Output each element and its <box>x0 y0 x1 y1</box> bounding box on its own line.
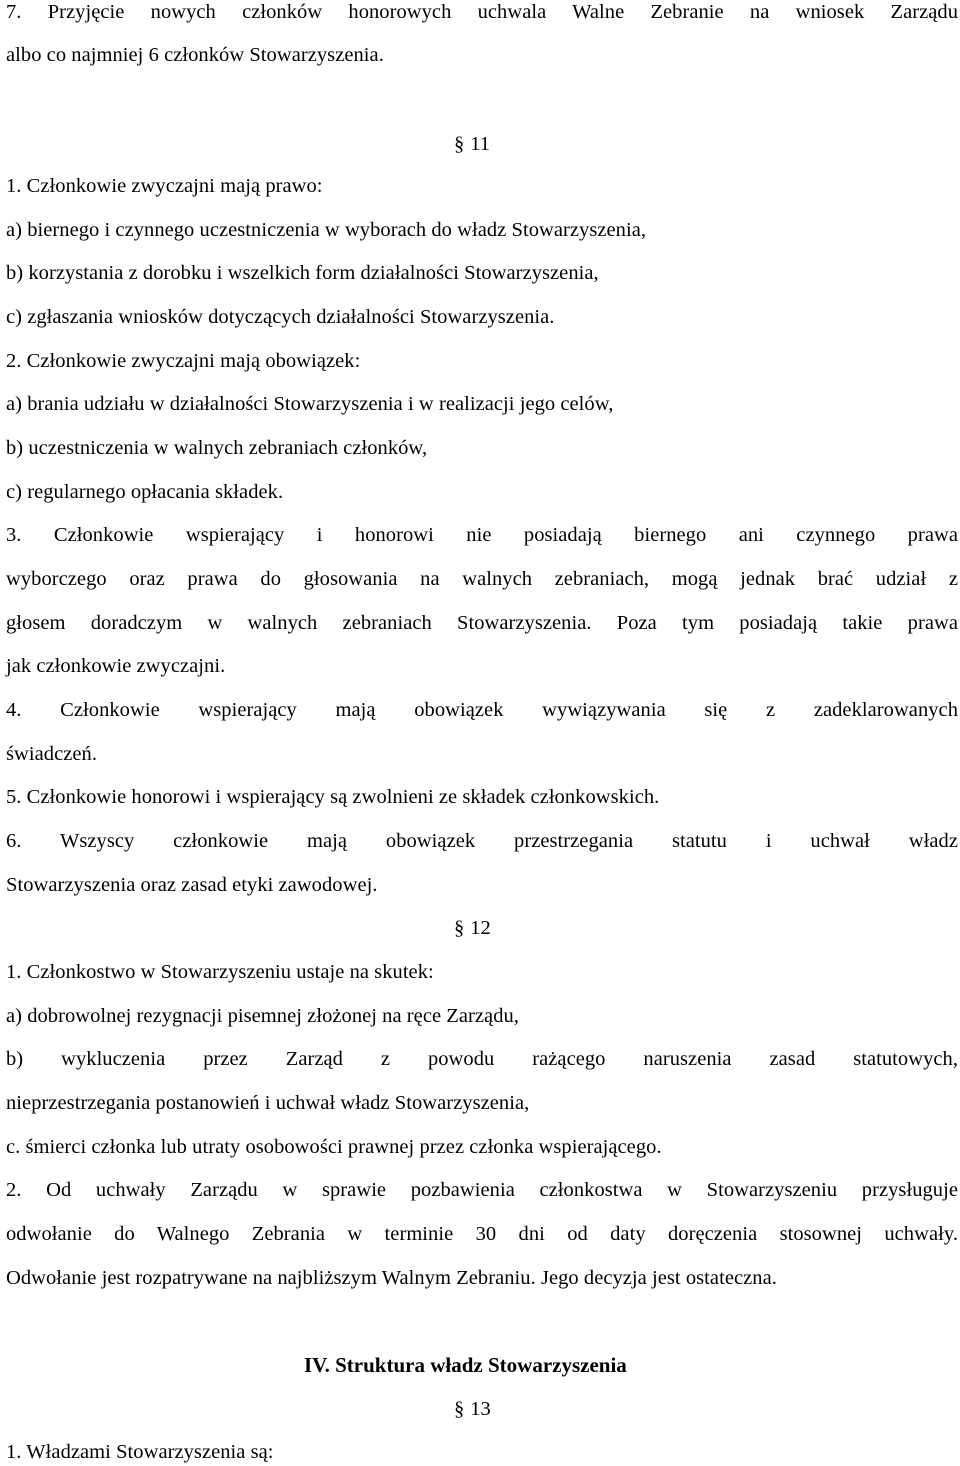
paragraph-line: 1. Władzami Stowarzyszenia są: <box>6 1441 274 1463</box>
paragraph-line: Odwołanie jest rozpatrywane na najbliższym Walnym Zebraniu. Jego decyzja jest ostateczna. <box>6 1267 777 1289</box>
paragraph-line: odwołanie do Walnego Zebrania w terminie 30 dni od daty doręczenia stosownej uchwały. <box>6 1223 958 1245</box>
paragraph-line: a) dobrowolnej rezygnacji pisemnej złożonej na ręce Zarządu, <box>6 1005 519 1027</box>
paragraph-line: b) wykluczenia przez Zarząd z powodu rażącego naruszenia zasad statutowych, <box>6 1048 958 1070</box>
paragraph-line: c) zgłaszania wniosków dotyczących działalności Stowarzyszenia. <box>6 306 555 328</box>
section-number: 11 <box>470 133 490 155</box>
chapter-heading: IV. Struktura władz Stowarzyszenia <box>304 1353 627 1377</box>
document-page <box>6 0 958 1466</box>
paragraph-line: c) regularnego opłacania składek. <box>6 481 284 503</box>
paragraph-line: 1. Członkostwo w Stowarzyszeniu ustaje na skutek: <box>6 961 434 983</box>
section-sign: § <box>454 917 465 939</box>
paragraph-line: 1. Członkowie zwyczajni mają prawo: <box>6 175 323 197</box>
paragraph-line: jak członkowie zwyczajni. <box>6 655 226 677</box>
paragraph-line: 6. Wszyscy członkowie mają obowiązek przestrzegania statutu i uchwał władz <box>6 830 958 852</box>
section-number: 13 <box>470 1398 491 1420</box>
paragraph-line: Stowarzyszenia oraz zasad etyki zawodowej. <box>6 874 378 896</box>
section-sign: § <box>454 133 465 155</box>
paragraph-line: 5. Członkowie honorowi i wspierający są zwolnieni ze składek członkowskich. <box>6 786 660 808</box>
paragraph-line: nieprzestrzegania postanowień i uchwał władz Stowarzyszenia, <box>6 1092 530 1114</box>
paragraph-line: c. śmierci członka lub utraty osobowości prawnej przez członka wspierającego. <box>6 1136 662 1158</box>
section-heading-12 <box>454 914 491 942</box>
section-number: 12 <box>470 917 491 939</box>
paragraph-line: 4. Członkowie wspierający mają obowiązek wywiązywania się z zadeklarowanych <box>6 699 958 721</box>
paragraph-line: 2. Od uchwały Zarządu w sprawie pozbawienia członkostwa w Stowarzyszeniu przysługuje <box>6 1179 958 1201</box>
paragraph-line: świadczeń. <box>6 743 97 765</box>
paragraph-line: głosem doradczym w walnych zebraniach Stowarzyszenia. Poza tym posiadają takie prawa <box>6 612 958 634</box>
paragraph-line: a) brania udziału w działalności Stowarzyszenia i w realizacji jego celów, <box>6 393 614 415</box>
paragraph-line: wyborczego oraz prawa do głosowania na walnych zebraniach, mogą jednak brać udział z <box>6 568 958 590</box>
paragraph-line: a) biernego i czynnego uczestniczenia w wyborach do władz Stowarzyszenia, <box>6 219 647 241</box>
paragraph-line: albo co najmniej 6 członków Stowarzyszenia. <box>6 44 384 66</box>
paragraph-line: 3. Członkowie wspierający i honorowi nie posiadają biernego ani czynnego prawa <box>6 524 958 546</box>
section-heading-11 <box>454 130 490 158</box>
section-heading-13 <box>454 1395 491 1423</box>
paragraph-line: b) korzystania z dorobku i wszelkich form działalności Stowarzyszenia, <box>6 262 599 284</box>
paragraph-line: 7. Przyjęcie nowych członków honorowych uchwala Walne Zebranie na wniosek Zarządu <box>6 1 958 23</box>
paragraph-line: b) uczestniczenia w walnych zebraniach członków, <box>6 437 428 459</box>
section-sign: § <box>454 1398 465 1420</box>
paragraph-line: 2. Członkowie zwyczajni mają obowiązek: <box>6 350 361 372</box>
